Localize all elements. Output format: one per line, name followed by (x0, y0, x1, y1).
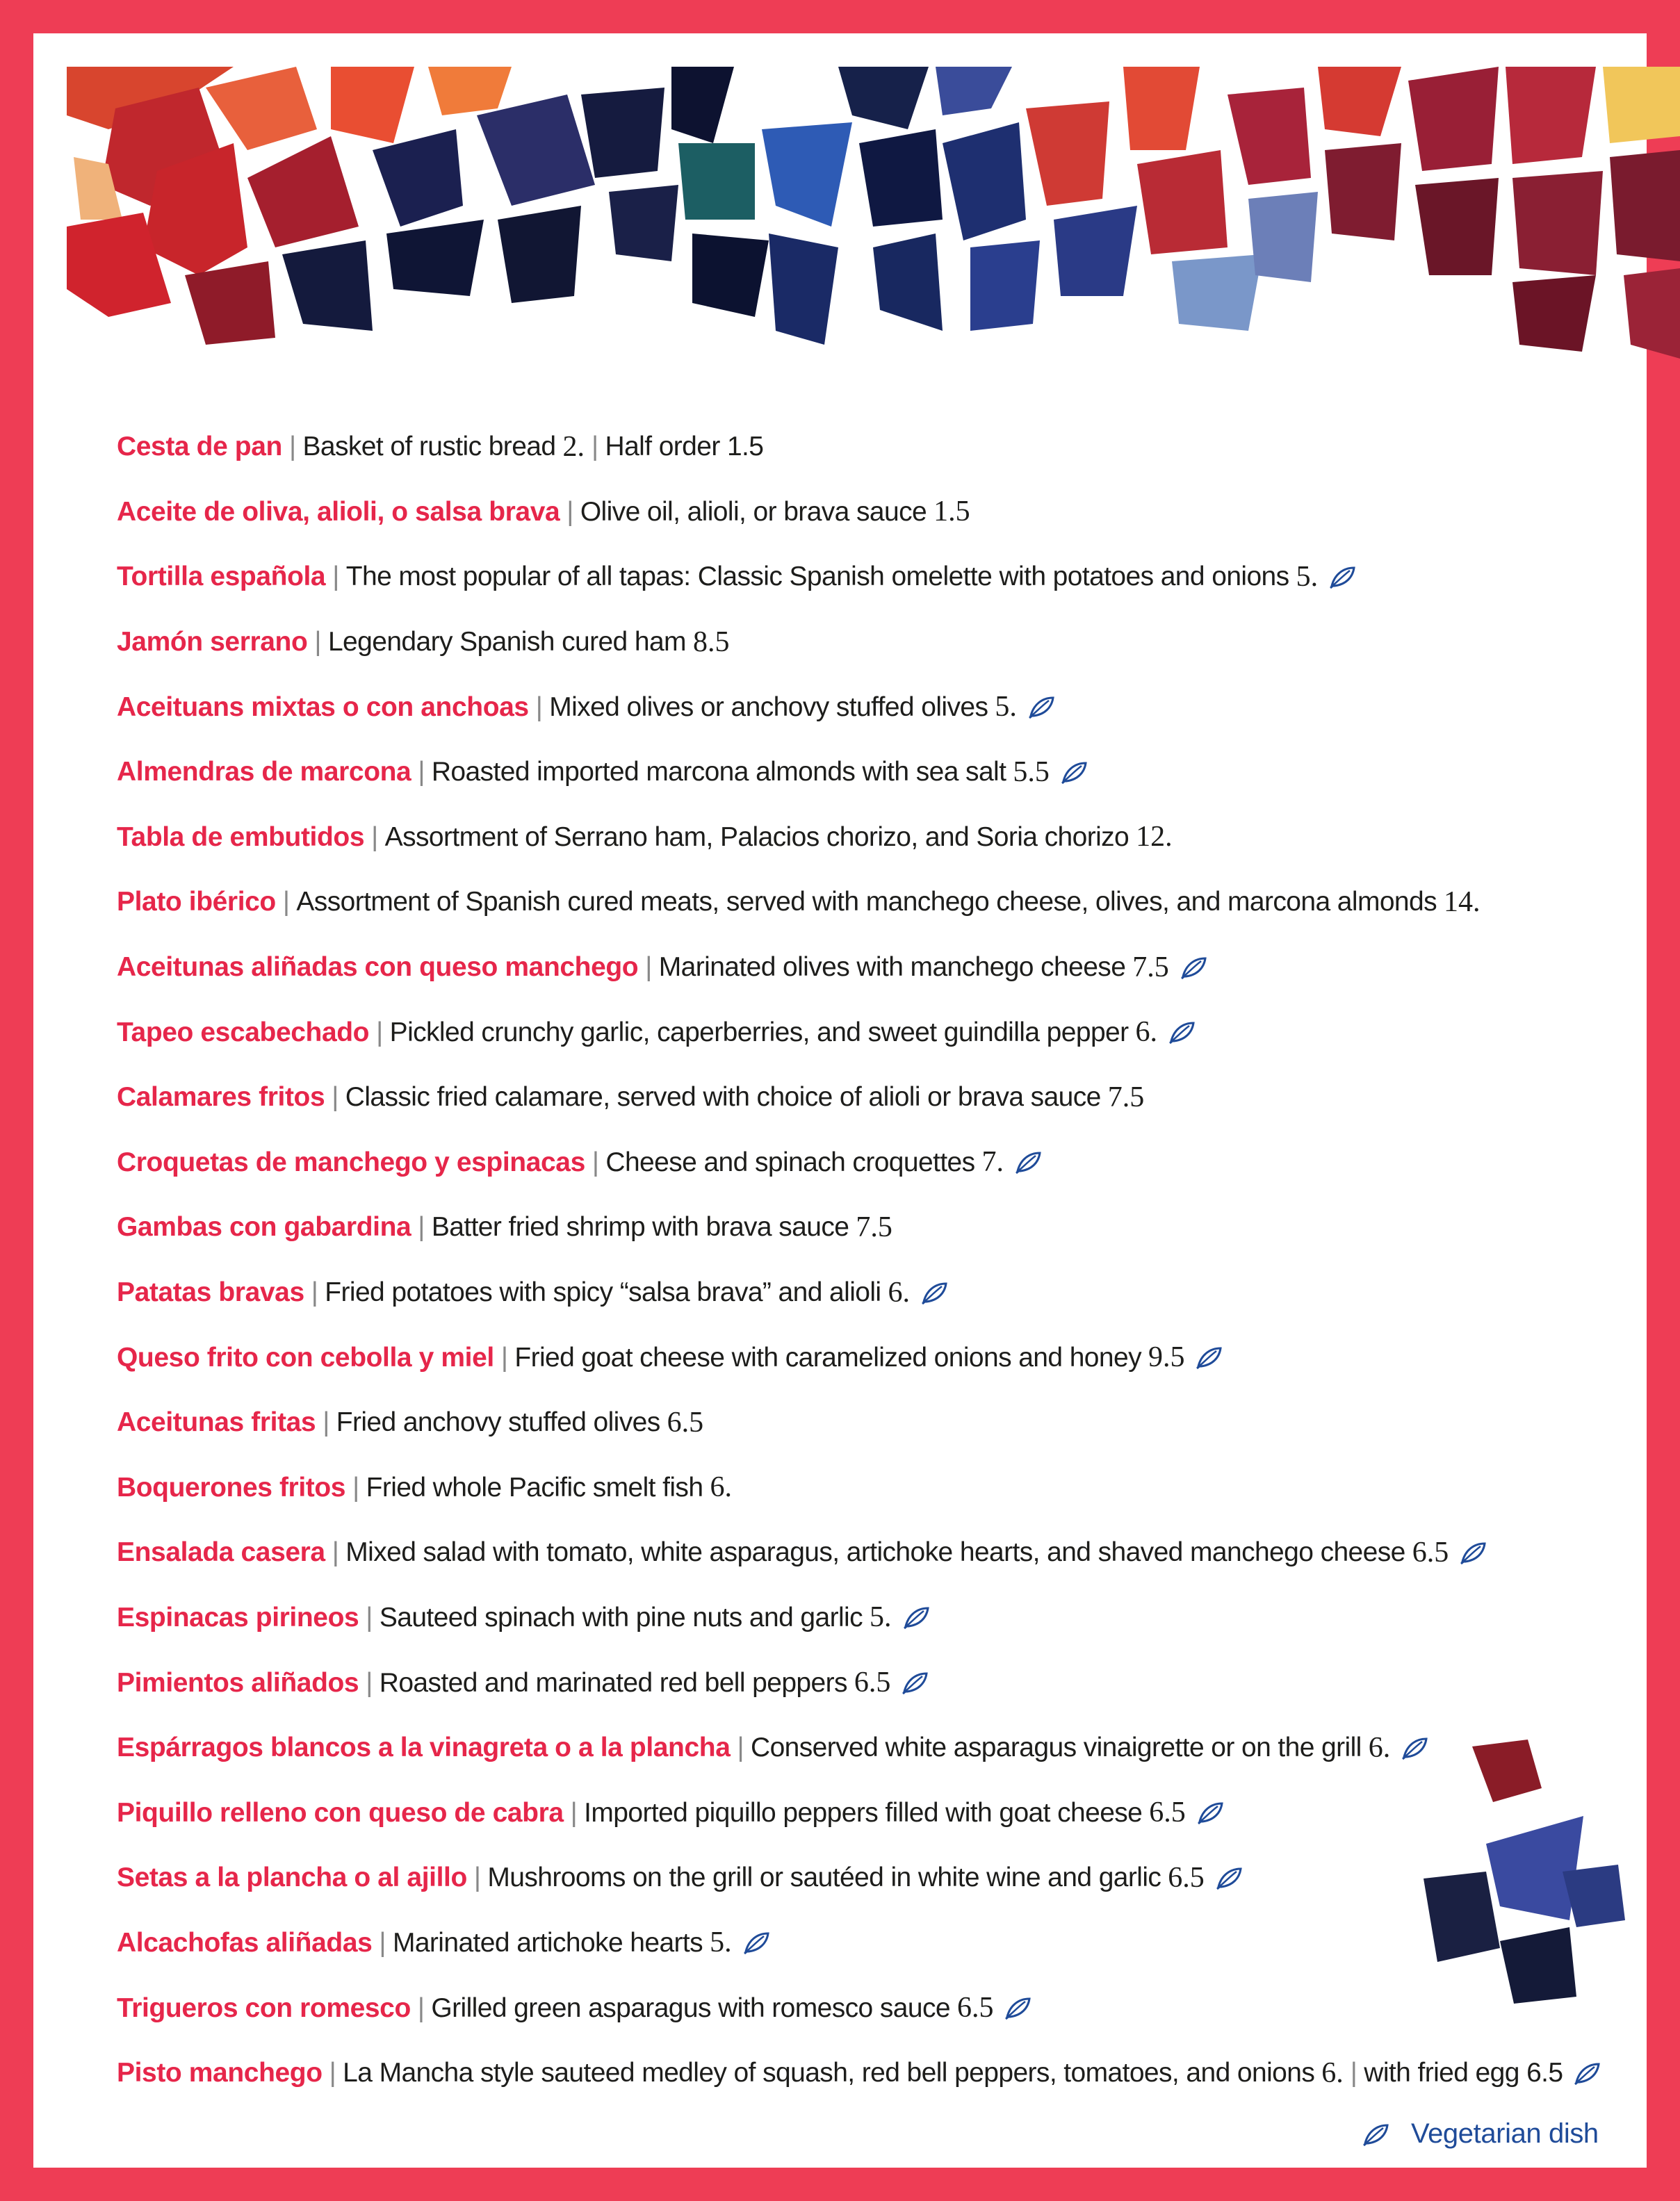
dish-price: 6.5 (1168, 1861, 1205, 1894)
dish-price: 6. (888, 1276, 910, 1309)
dish-description: Sauteed spinach with pine nuts and garlic (379, 1602, 863, 1633)
dish-description: Roasted and marinated red bell peppers (379, 1667, 847, 1698)
menu-item (117, 414, 1646, 480)
separator: | (737, 1733, 744, 1763)
dish-description: Cheese and spinach croquettes (605, 1147, 975, 1177)
dish-name: Tortilla española (117, 562, 326, 592)
menu-item (117, 1390, 1646, 1455)
dish-price: 14. (1444, 885, 1481, 918)
leaf-icon (1329, 565, 1357, 589)
mosaic-tile-corner (1410, 1740, 1632, 2018)
menu-item (117, 674, 1646, 739)
dish-name: Trigueros con romesco (117, 1993, 411, 2023)
dish-description: Grilled green asparagus with romesco sauce (431, 1993, 950, 2023)
dish-description: Fried goat cheese with caramelized onions and honey (514, 1342, 1141, 1373)
separator: | (418, 757, 425, 787)
dish-price: 6. (1368, 1731, 1391, 1764)
dish-price: 6. (1321, 2056, 1344, 2089)
dish-description: Basket of rustic bread (302, 432, 556, 462)
dish-price: 5. (995, 691, 1017, 723)
dish-price: 12. (1136, 821, 1173, 853)
separator: | (311, 1277, 318, 1308)
dish-price: 5. (1296, 560, 1319, 593)
dish-description: Olive oil, alioli, or brava sauce (580, 496, 927, 527)
separator: | (332, 1537, 339, 1568)
dish-name: Pisto manchego (117, 2058, 323, 2088)
menu-item (117, 2040, 1646, 2106)
menu-item (117, 480, 1646, 545)
dish-name: Croquetas de manchego y espinacas (117, 1147, 585, 1177)
vegetarian-legend (1362, 2118, 1599, 2150)
separator: | (417, 1993, 425, 2023)
dish-name: Ensalada casera (117, 1537, 325, 1568)
separator: | (566, 496, 573, 527)
dish-description: Assortment of Spanish cured meats, served with manchego cheese, olives, and marcona almonds (296, 887, 1437, 917)
dish-name: Setas a la plancha o al ajillo (117, 1863, 467, 1893)
separator: | (332, 1082, 339, 1113)
dish-price: 6.5 (1412, 1536, 1449, 1569)
dish-name: Aceite de oliva, alioli, o salsa brava (117, 496, 560, 527)
leaf-icon (902, 1671, 929, 1694)
leaf-icon (1061, 760, 1088, 784)
separator: | (288, 432, 296, 462)
dish-name: Espinacas pirineos (117, 1602, 359, 1633)
dish-name: Almendras de marcona (117, 757, 411, 787)
separator: | (418, 1212, 425, 1243)
leaf-icon (1574, 2061, 1601, 2085)
dish-price: 6.5 (956, 1992, 994, 2024)
separator: | (332, 562, 339, 592)
dish-name: Queso frito con cebolla y miel (117, 1342, 494, 1373)
dish-description: Legendary Spanish cured ham (327, 627, 686, 657)
separator: | (473, 1863, 481, 1893)
dish-name: Gambas con gabardina (117, 1212, 411, 1243)
separator: | (500, 1342, 508, 1373)
leaf-icon (1015, 1150, 1043, 1174)
dish-price: 2. (562, 430, 585, 463)
dish-description: Fried anchovy stuffed olives (336, 1407, 660, 1438)
dish-description: Mixed olives or anchovy stuffed olives (549, 692, 988, 722)
dish-name: Jamón serrano (117, 627, 308, 657)
separator: | (314, 627, 321, 657)
menu-item (117, 1650, 1646, 1715)
dish-description: Fried potatoes with spicy “salsa brava” and alioli (325, 1277, 881, 1308)
menu-item (117, 1195, 1646, 1260)
dish-price: 7.5 (1132, 951, 1169, 983)
leaf-icon (1216, 1866, 1243, 1890)
dish-price: 5.5 (1013, 755, 1050, 788)
separator: | (323, 1407, 329, 1438)
menu-item (117, 1520, 1646, 1585)
dish-price: 5. (710, 1926, 732, 1959)
menu-item (117, 609, 1646, 675)
leaf-icon (1362, 2122, 1390, 2146)
dish-description: The most popular of all tapas: Classic Spanish omelette with potatoes and onions (345, 562, 1289, 592)
leaf-icon (921, 1281, 949, 1304)
separator: | (379, 1927, 386, 1958)
dish-name: Tapeo escabechado (117, 1017, 370, 1047)
menu-item (117, 999, 1646, 1065)
mosaic-tile-header (67, 67, 1680, 402)
dish-description: Marinated artichoke hearts (392, 1927, 703, 1958)
dish-name: Piquillo relleno con queso de cabra (117, 1797, 564, 1828)
dish-name: Pimientos aliñados (117, 1667, 359, 1698)
dish-name: Aceitunas aliñadas con queso manchego (117, 952, 639, 983)
dish-extra: with fried egg 6.5 (1364, 2058, 1563, 2088)
menu-item (117, 1455, 1646, 1521)
dish-name: Patatas bravas (117, 1277, 304, 1308)
menu-item (117, 1260, 1646, 1325)
leaf-icon (1196, 1345, 1223, 1369)
leaf-icon (1197, 1801, 1225, 1824)
leaf-icon (903, 1605, 931, 1629)
dish-description: Fried whole Pacific smelt fish (366, 1472, 703, 1503)
legend-label: Vegetarian dish (1411, 2118, 1599, 2149)
dish-description: La Mancha style sauteed medley of squash, red bell peppers, tomatoes, and onions (343, 2058, 1315, 2088)
separator: | (371, 821, 378, 852)
leaf-icon (743, 1931, 771, 1954)
dish-price: 9.5 (1148, 1341, 1185, 1374)
dish-price: 6. (1135, 1016, 1158, 1049)
separator: | (535, 692, 543, 722)
menu-item (117, 935, 1646, 1000)
dish-extra: Half order 1.5 (605, 432, 764, 462)
separator: | (282, 887, 290, 917)
menu-item (117, 1325, 1646, 1390)
separator: | (645, 952, 652, 983)
dish-description: Conserved white asparagus vinaigrette or on the grill (751, 1733, 1362, 1763)
dish-name: Tabla de embutidos (117, 821, 365, 852)
separator: | (592, 1147, 599, 1177)
dish-description: Assortment of Serrano ham, Palacios chorizo, and Soria chorizo (384, 821, 1129, 852)
leaf-icon (1460, 1541, 1487, 1564)
dish-name: Espárragos blancos a la vinagreta o a la plancha (117, 1733, 731, 1763)
menu-item (117, 1585, 1646, 1651)
dish-price: 5. (870, 1601, 892, 1634)
dish-price: 8.5 (692, 625, 730, 658)
separator: | (1350, 2058, 1357, 2088)
separator: | (376, 1017, 383, 1047)
dish-price: 6. (710, 1471, 732, 1504)
separator: | (366, 1602, 373, 1633)
dish-name: Boquerones fritos (117, 1472, 346, 1503)
separator: | (366, 1667, 373, 1698)
dish-name: Aceitunas fritas (117, 1407, 316, 1438)
menu-item (117, 869, 1646, 935)
dish-price: 6.5 (854, 1667, 891, 1699)
menu-item (117, 544, 1646, 609)
dish-name: Plato ibérico (117, 887, 276, 917)
separator: | (352, 1472, 359, 1503)
dish-name: Cesta de pan (117, 432, 282, 462)
menu-item (117, 739, 1646, 805)
separator: | (570, 1797, 578, 1828)
dish-price: 7.5 (856, 1211, 892, 1243)
dish-description: Mushrooms on the grill or sautéed in white wine and garlic (487, 1863, 1161, 1893)
leaf-icon (1028, 695, 1056, 719)
dish-description: Batter fried shrimp with brava sauce (431, 1212, 849, 1243)
menu-item (117, 1130, 1646, 1195)
dish-description: Marinated olives with manchego cheese (658, 952, 1126, 983)
dish-price: 7. (981, 1146, 1004, 1179)
dish-description: Classic fried calamare, served with choice of alioli or brava sauce (345, 1082, 1101, 1113)
leaf-icon (1004, 1996, 1032, 2020)
dish-price: 6.5 (667, 1406, 704, 1439)
dish-name: Aceituans mixtas o con anchoas (117, 692, 529, 722)
menu-item (117, 1065, 1646, 1130)
separator: | (591, 432, 598, 462)
dish-description: Imported piquillo peppers filled with goat cheese (584, 1797, 1143, 1828)
dish-name: Alcachofas aliñadas (117, 1927, 373, 1958)
leaf-icon (1180, 956, 1208, 979)
leaf-icon (1168, 1020, 1196, 1044)
separator: | (329, 2058, 336, 2088)
dish-description: Pickled crunchy garlic, caperberries, and sweet guindilla pepper (389, 1017, 1129, 1047)
dish-description: Mixed salad with tomato, white asparagus, artichoke hearts, and shaved manchego cheese (345, 1537, 1405, 1568)
menu-item (117, 805, 1646, 870)
dish-name: Calamares fritos (117, 1082, 325, 1113)
dish-price: 6.5 (1149, 1797, 1186, 1829)
dish-price: 1.5 (933, 496, 970, 528)
dish-description: Roasted imported marcona almonds with sea salt (431, 757, 1006, 787)
dish-price: 7.5 (1107, 1081, 1145, 1113)
